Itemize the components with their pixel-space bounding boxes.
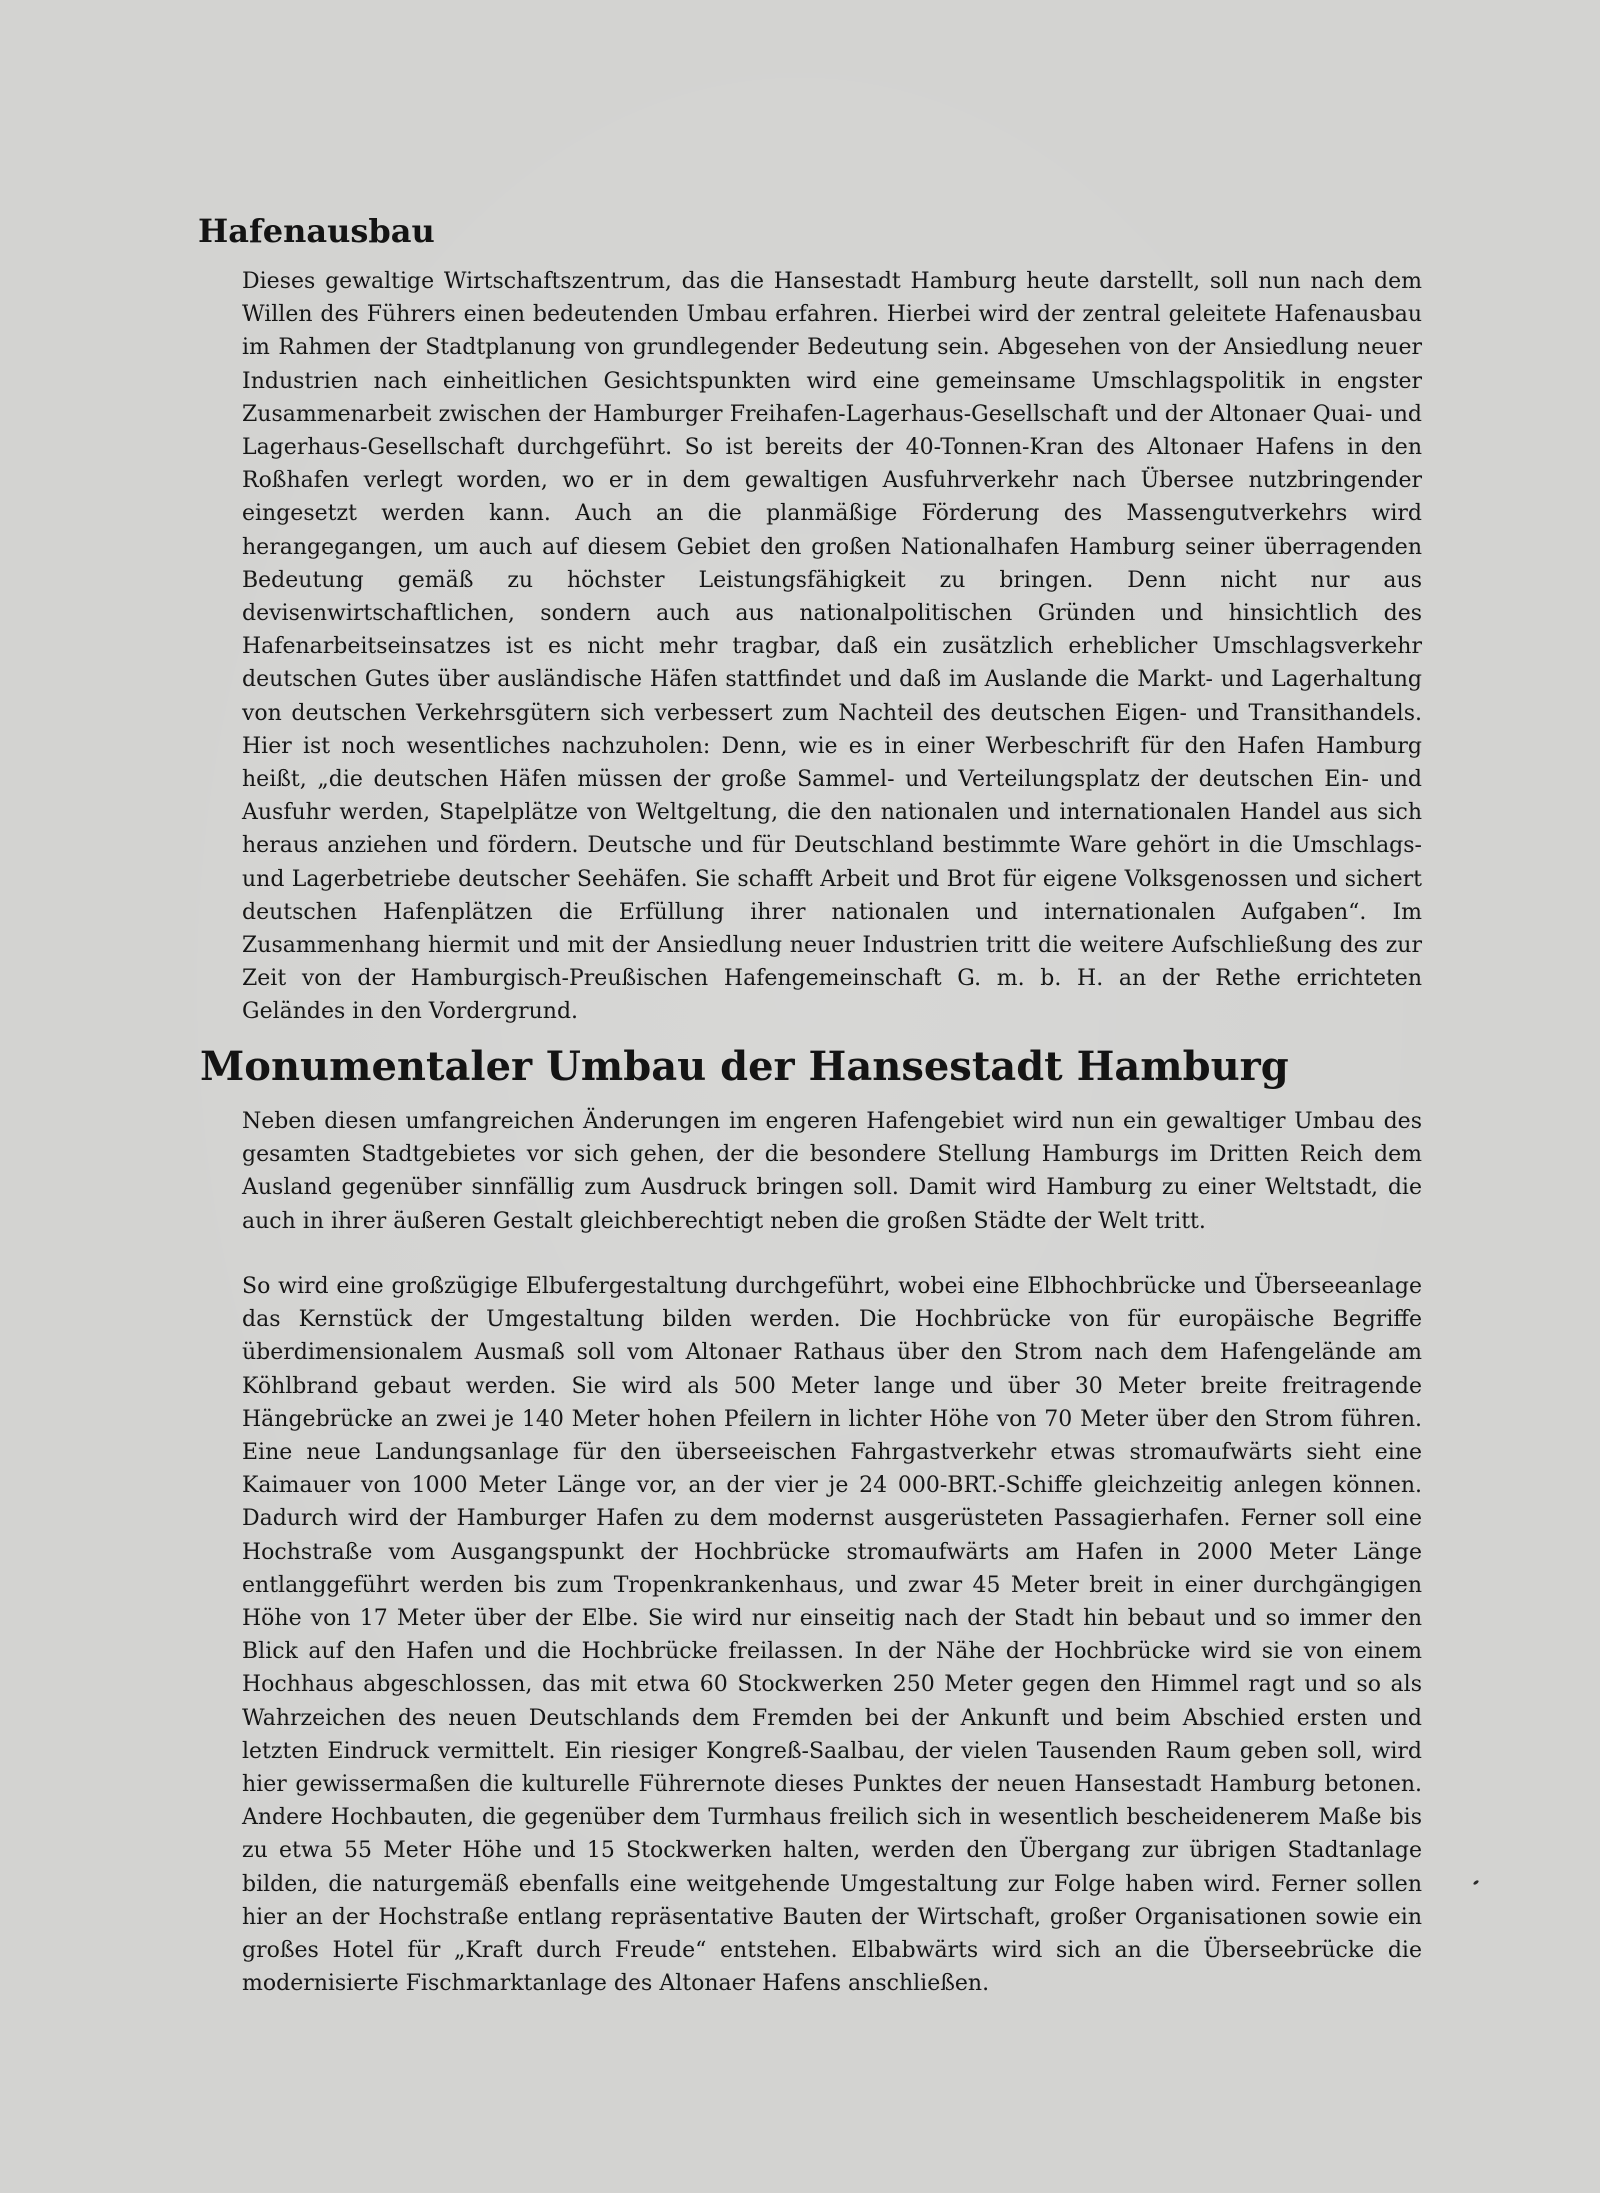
section-title-monumentaler-umbau: Monumentaler Umbau der Hansestadt Hamburg: [200, 1043, 1289, 1090]
paragraph-hafenausbau: Dieses gewaltige Wirtschaftszentrum, das die Hansestadt Hamburg heute darstellt, soll nun nach dem Willen des Führers einen bedeutenden Umbau erfahren. Hierbei wird der zentral geleitete Hafenausbau im Rahmen der Stadtplanung von grundlegender Bedeutung sein. Abgesehen von der Ansiedlung neuer Industrien nach einheitlichen Gesichtspunkten wird eine gemeinsame Umschlagspolitik in engster Zusammenarbeit zwischen der Hamburger Freihafen-Lagerhaus-Gesellschaft und der Altonaer Quai- und Lagerhaus-Gesellschaft durchgeführt. So ist bereits der 40-Tonnen-Kran des Altonaer Hafens in den Roßhafen verlegt worden, wo er in dem gewaltigen Ausfuhrverkehr nach Übersee nutzbringender eingesetzt werden kann. Auch an die planmäßige Förderung des Massengutverkehrs wird herangegangen, um auch auf diesem Gebiet den großen Nationalhafen Hamburg seiner überragenden Bedeutung gemäß zu höchster Leistungsfähigkeit zu bringen. Denn nicht nur aus devisenwirtschaftlichen, sondern auch aus nationalpolitischen Gründen und hinsichtlich des Hafenarbeitseinsatzes ist es nicht mehr tragbar, daß ein zusätzlich erheblicher Umschlagsverkehr deutschen Gutes über ausländische Häfen stattfindet und daß im Auslande die Markt- und Lagerhaltung von deutschen Verkehrsgütern sich verbessert zum Nachteil des deutschen Eigen- und Transithandels. Hier ist noch wesentliches nachzuholen: Denn, wie es in einer Werbeschrift für den Hafen Hamburg heißt, „die deutschen Häfen müssen der große Sammel- und Verteilungsplatz der deutschen Ein- und Ausfuhr werden, Stapelplätze von Weltgeltung, die den nationalen und internationalen Handel aus sich heraus anziehen und fördern. Deutsche und für Deutschland bestimmte Ware gehört in die Umschlags- und Lagerbetriebe deutscher Seehäfen. Sie schafft Arbeit und Brot für eigene Volksgenossen und sichert deutschen Hafenplätzen die Erfüllung ihrer nationalen und internationalen Aufgaben“. Im Zusammenhang hiermit und mit der Ansiedlung neuer Industrien tritt die weitere Aufschließung des zur Zeit von der Hamburgisch-Preußischen Hafengemeinschaft G. m. b. H. an der Rethe errichteten Geländes in den Vordergrund.: [242, 269, 1422, 1025]
section-title-hafenausbau: Hafenausbau: [198, 212, 435, 250]
paragraph-umbau-intro: Neben diesen umfangreichen Änderungen im engeren Hafengebiet wird nun ein gewaltiger Umbau des gesamten Stadtgebietes vor sich gehen, der die besondere Stellung Hamburgs im Dritten Reich dem Ausland gegenüber sinnfällig zum Ausdruck bringen soll. Damit wird Hamburg zu einer Weltstadt, die auch in ihrer äußeren Gestalt gleichberechtigt neben die großen Städte der Welt tritt.: [242, 1109, 1422, 1234]
ink-speck: [1473, 1880, 1480, 1886]
paragraph-elbufergestaltung: So wird eine großzügige Elbufergestaltung durchgeführt, wobei eine Elbhochbrücke und Überseeanlage das Kernstück der Umgestaltung bilden werden. Die Hochbrücke von für europäische Begriffe überdimensionalem Ausmaß soll vom Altonaer Rathaus über den Strom nach dem Hafengelände am Köhlbrand gebaut werden. Sie wird als 500 Meter lange und über 30 Meter breite freitragende Hängebrücke an zwei je 140 Meter hohen Pfeilern in lichter Höhe von 70 Meter über den Strom führen. Eine neue Landungsanlage für den überseeischen Fahrgastverkehr etwas stromaufwärts sieht eine Kaimauer von 1000 Meter Länge vor, an der vier je 24 000-BRT.-Schiffe gleichzeitig anlegen können. Dadurch wird der Hamburger Hafen zu dem modernst ausgerüsteten Passagierhafen. Ferner soll eine Hochstraße vom Ausgangspunkt der Hochbrücke stromaufwärts am Hafen in 2000 Meter Länge entlanggeführt werden bis zum Tropenkrankenhaus, und zwar 45 Meter breit in einer durchgängigen Höhe von 17 Meter über der Elbe. Sie wird nur einseitig nach der Stadt hin bebaut und so immer den Blick auf den Hafen und die Hochbrücke freilassen. In der Nähe der Hochbrücke wird sie von einem Hochhaus abgeschlossen, das mit etwa 60 Stockwerken 250 Meter gegen den Himmel ragt und so als Wahrzeichen des neuen Deutschlands dem Fremden bei der Ankunft und beim Abschied ersten und letzten Eindruck vermittelt. Ein riesiger Kongreß-Saalbau, der vielen Tausenden Raum geben soll, wird hier gewissermaßen die kulturelle Führernote dieses Punktes der neuen Hansestadt Hamburg betonen. Andere Hochbauten, die gegenüber dem Turmhaus freilich sich in wesentlich bescheidenerem Maße bis zu etwa 55 Meter Höhe und 15 Stockwerken halten, werden den Übergang zur übrigen Stadtanlage bilden, die naturgemäß ebenfalls eine weitgehende Umgestaltung zur Folge haben wird. Ferner sollen hier an der Hochstraße entlang repräsentative Bauten der Wirtschaft, großer Organisationen sowie ein großes Hotel für „Kraft durch Freude“ entstehen. Elbabwärts wird sich an die Überseebrücke die modernisierte Fischmarktanlage des Altonaer Hafens anschließen.: [242, 1274, 1422, 1997]
